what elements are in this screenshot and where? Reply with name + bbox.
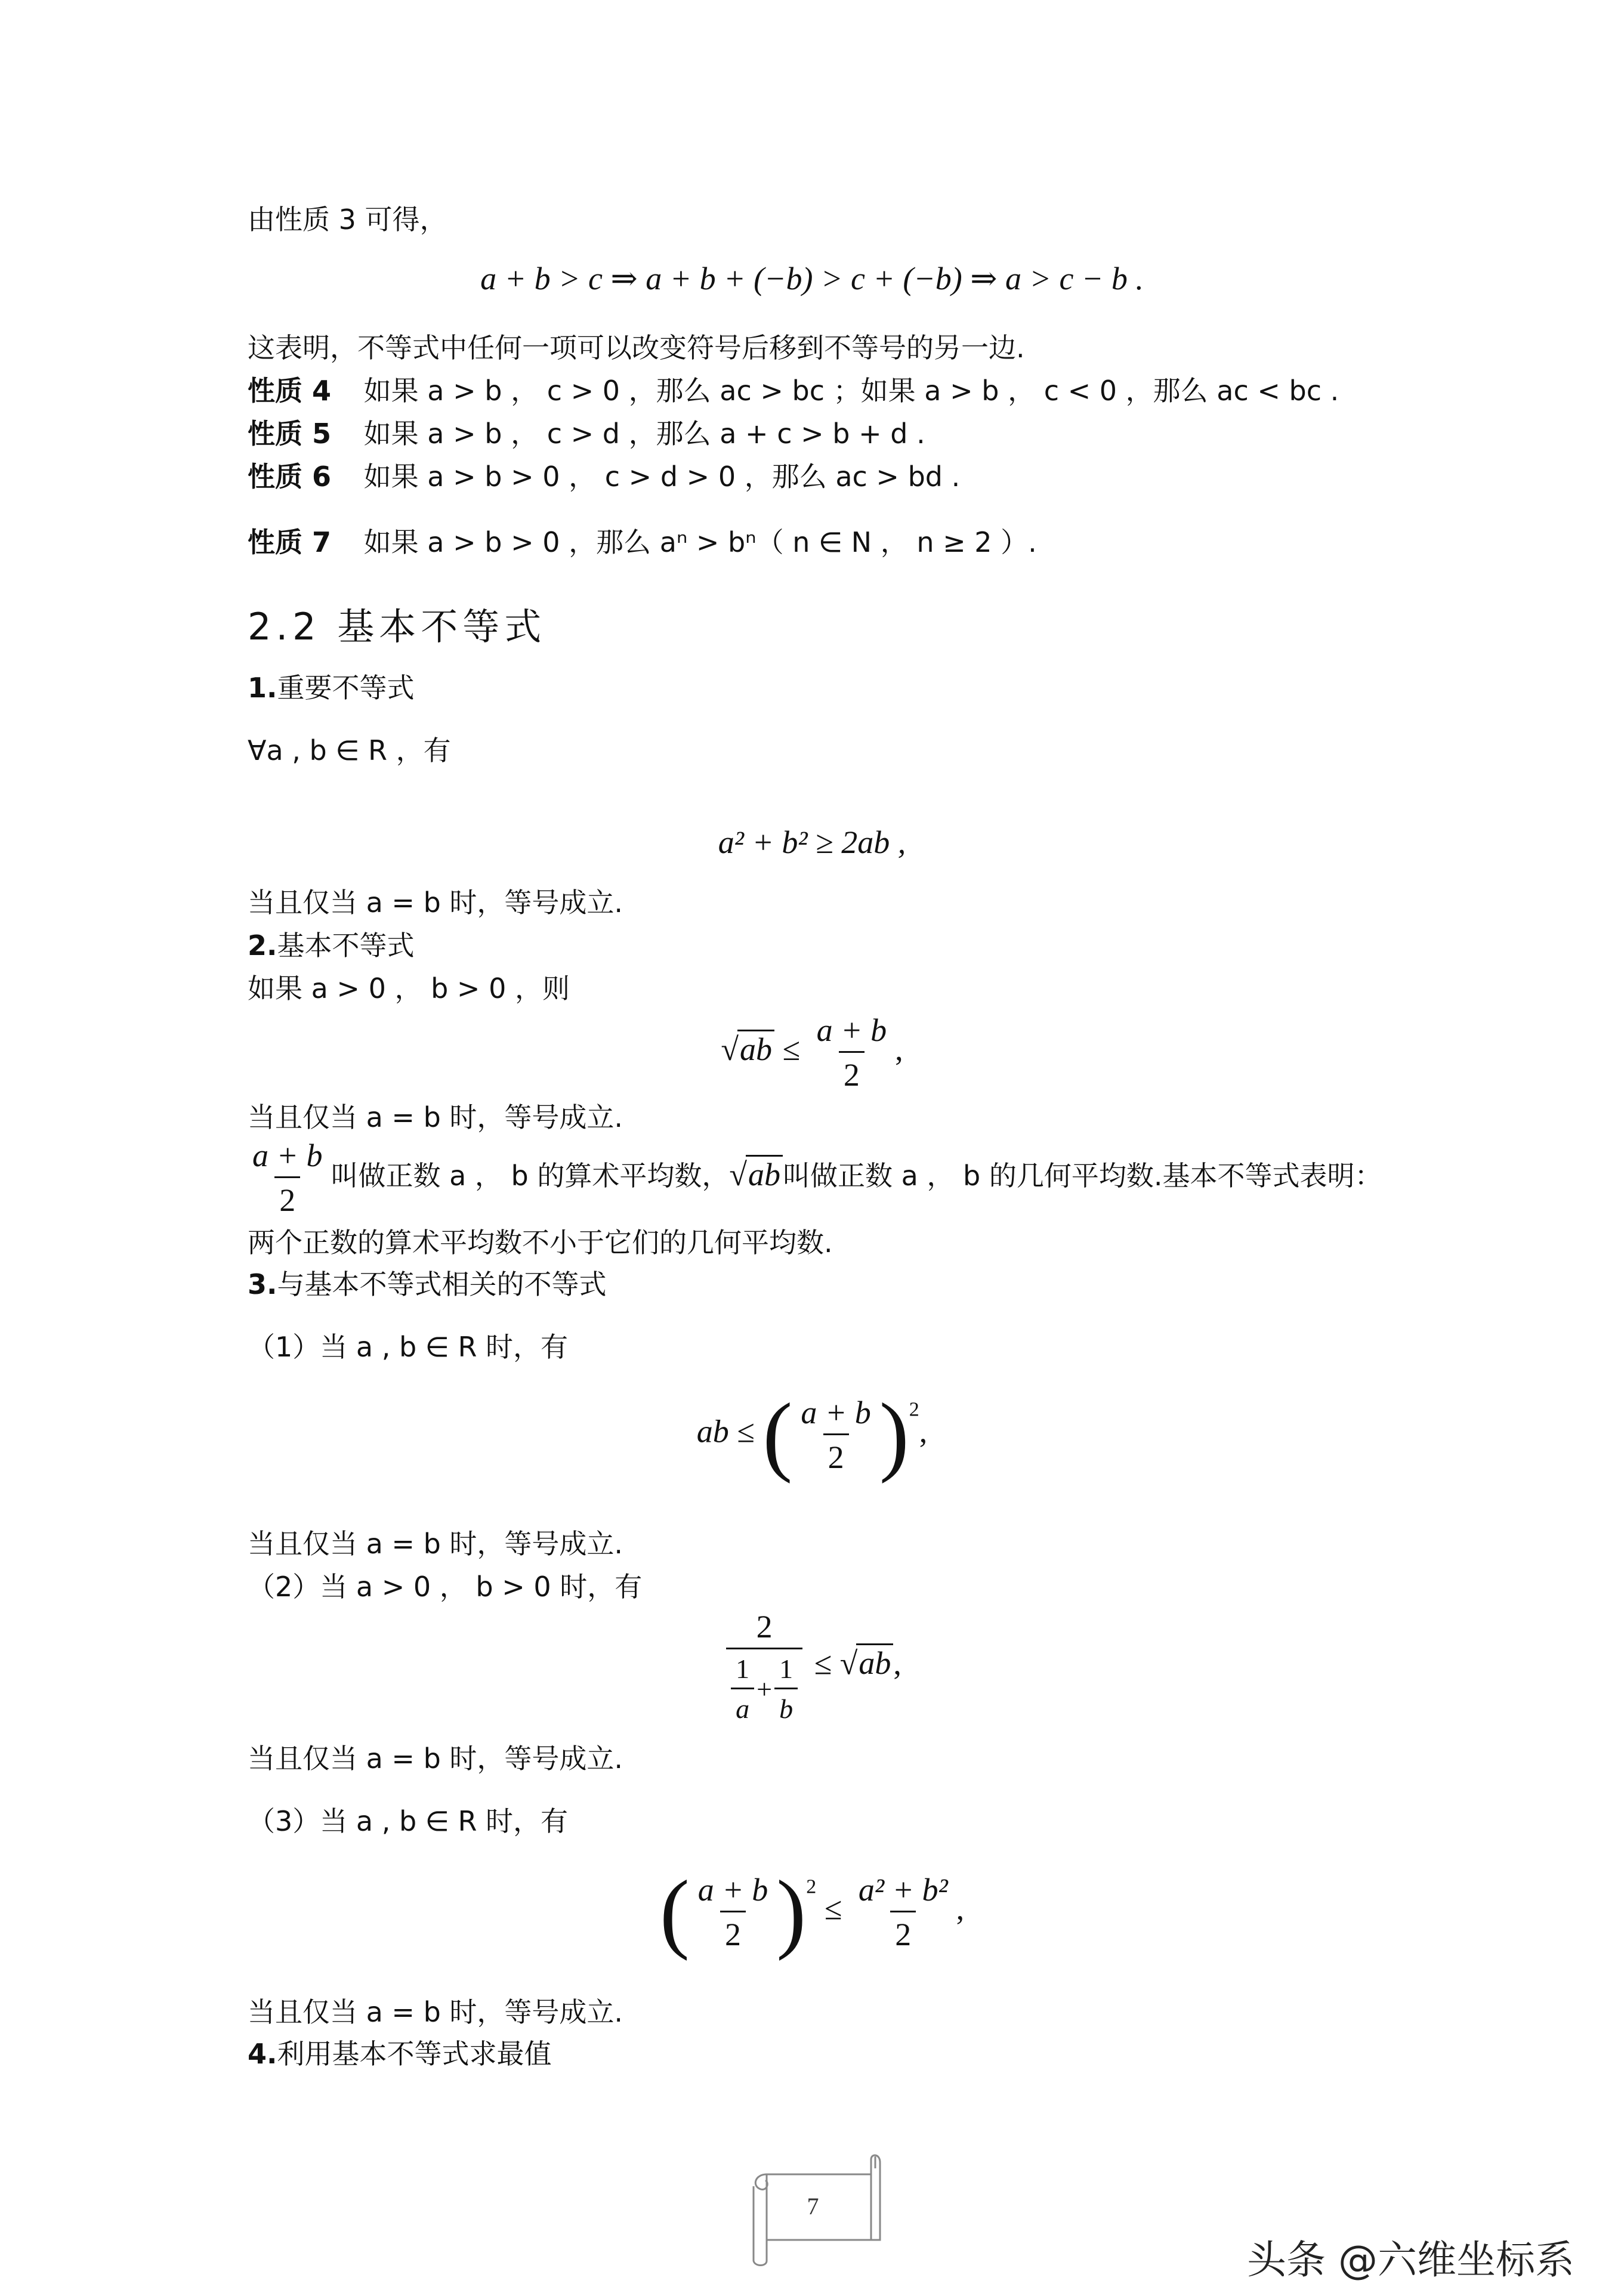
transposition-equation: a + b > c ⇒ a + b + (−b) > c + (−b) ⇒ a > c − b . [480, 261, 1144, 296]
case-1: （1）当 a , b ∈ R 时，有 [248, 1331, 569, 1363]
page-number-scroll [743, 2150, 883, 2270]
numerator: 2 [756, 1609, 773, 1645]
property-7-text: 如果 a > b > 0 ，那么 aⁿ > bⁿ（ n ∈ N ， n ≥ 2 ）. [363, 526, 1037, 558]
le-symbol: ≤ [814, 1645, 832, 1682]
property-4-label: 性质 4 [248, 375, 332, 407]
subsection-4 [248, 2040, 551, 2068]
transposition-note: 这表明，不等式中任何一项可以改变符号后移到不等号的另一边. [248, 332, 1025, 364]
fraction-a-plus-b-over-2 [812, 1014, 891, 1091]
equality-condition-2: 当且仅当 a = b 时，等号成立. [248, 1101, 623, 1133]
property-5 [248, 418, 925, 450]
one-over-b [774, 1655, 798, 1723]
left-paren: ( [762, 1385, 793, 1484]
denominator: b [774, 1688, 798, 1723]
square-exponent: 2 [806, 1875, 817, 1898]
numerator: a + b [252, 1138, 323, 1173]
numerator: a + b [801, 1394, 871, 1430]
subsection-1 [248, 674, 414, 702]
fraction-a-plus-b-over-2 [796, 1396, 875, 1473]
harmonic-mean-fraction [726, 1611, 802, 1723]
right-paren: ) [776, 1862, 807, 1961]
sqrt-symbol: √ [729, 1157, 747, 1192]
numerator: a² + b² [858, 1871, 948, 1908]
plus-symbol: + [757, 1673, 773, 1704]
subsection-3-number: 3. [248, 1268, 277, 1300]
property-6-label: 性质 6 [248, 461, 332, 493]
comma: , [956, 1890, 965, 1927]
geometric-mean-text: 叫做正数 a ， b 的几何平均数.基本不等式表明： [782, 1160, 1382, 1192]
forall-line: ∀a , b ∈ R ，有 [248, 734, 451, 767]
page-number: 7 [807, 2193, 819, 2220]
equality-condition-4: 当且仅当 a = b 时，等号成立. [248, 1742, 623, 1775]
equality-condition-3: 当且仅当 a = b 时，等号成立. [248, 1528, 623, 1560]
means-conclusion: 两个正数的算术平均数不小于它们的几何平均数. [248, 1226, 833, 1259]
right-paren: ) [879, 1385, 909, 1484]
one-over-a [731, 1655, 754, 1723]
watermark: 头条 @六维坐标系 [1247, 2237, 1574, 2283]
le-symbol: ≤ [737, 1413, 755, 1450]
comma: , [895, 1031, 903, 1067]
intro-line: 由性质 3 可得， [248, 203, 447, 236]
subsection-1-number: 1. [248, 672, 277, 704]
numerator: a + b [816, 1012, 887, 1048]
denominator: a [731, 1688, 754, 1723]
property-7 [248, 526, 1037, 558]
denominator: 2 [839, 1051, 865, 1091]
arithmetic-mean-fraction [248, 1139, 327, 1216]
denominator: 2 [890, 1911, 916, 1951]
property-7-label: 性质 7 [248, 526, 332, 558]
ab: ab [696, 1413, 729, 1450]
numerator: 1 [736, 1654, 750, 1684]
property-5-text: 如果 a > b ， c > d ，那么 a + c > b + d . [363, 418, 925, 450]
subsection-2 [248, 929, 415, 962]
square-exponent: 2 [909, 1398, 919, 1421]
sqrt-ab: ab [737, 1030, 774, 1067]
subsection-3-title: 与基本不等式相关的不等式 [277, 1268, 607, 1300]
sqrt-symbol: √ [721, 1031, 739, 1067]
property-6 [248, 461, 961, 493]
subsection-1-title: 重要不等式 [277, 672, 415, 704]
case-2: （2）当 a > 0 ， b > 0 时，有 [248, 1571, 643, 1603]
case-3-inequality [0, 1862, 1624, 1961]
denominator [726, 1648, 802, 1723]
sqrt-ab: ab [856, 1643, 893, 1681]
subsection-4-number: 4. [248, 2038, 277, 2070]
section-heading: 2.2 基本不等式 [248, 605, 547, 648]
equality-condition-1: 当且仅当 a = b 时，等号成立. [248, 886, 623, 919]
important-inequality: a² + b² ≥ 2ab , [718, 824, 906, 860]
case-1-inequality [0, 1385, 1624, 1484]
property-4-text: 如果 a > b ， c > 0 ，那么 ac > bc ；如果 a > b ， c < 0 ，那么 ac < bc . [363, 375, 1339, 407]
sqrt-ab: ab [746, 1155, 783, 1192]
subsection-3 [248, 1268, 607, 1300]
denominator: 2 [720, 1911, 746, 1951]
basic-inequality [0, 1014, 1624, 1091]
numerator: 1 [779, 1654, 794, 1684]
left-paren: ( [659, 1862, 690, 1961]
subsection-2-number: 2. [248, 929, 277, 962]
property-4 [248, 375, 1339, 407]
positive-condition: 如果 a > 0 ， b > 0 ，则 [248, 972, 570, 1005]
subsection-2-title: 基本不等式 [277, 929, 415, 962]
case-2-inequality [0, 1611, 1624, 1723]
case-3: （3）当 a , b ∈ R 时，有 [248, 1805, 569, 1837]
property-6-text: 如果 a > b > 0 ， c > d > 0 ，那么 ac > bd . [363, 461, 961, 493]
equality-condition-5: 当且仅当 a = b 时，等号成立. [248, 1996, 623, 2028]
fraction-a-plus-b-over-2 [693, 1871, 773, 1952]
subsection-4-title: 利用基本不等式求最值 [277, 2038, 552, 2070]
le-symbol: ≤ [782, 1031, 801, 1067]
le-symbol: ≤ [824, 1890, 842, 1927]
property-5-label: 性质 5 [248, 418, 332, 450]
comma: , [893, 1645, 901, 1682]
means-definition [248, 1139, 1382, 1216]
numerator: a + b [697, 1871, 768, 1908]
sqrt-symbol: √ [839, 1645, 858, 1682]
comma: , [919, 1413, 928, 1450]
denominator: 2 [823, 1433, 849, 1473]
fraction-a2-plus-b2-over-2 [854, 1871, 953, 1952]
arithmetic-mean-text: 叫做正数 a ， b 的算术平均数， [331, 1160, 730, 1192]
denominator: 2 [274, 1176, 300, 1216]
